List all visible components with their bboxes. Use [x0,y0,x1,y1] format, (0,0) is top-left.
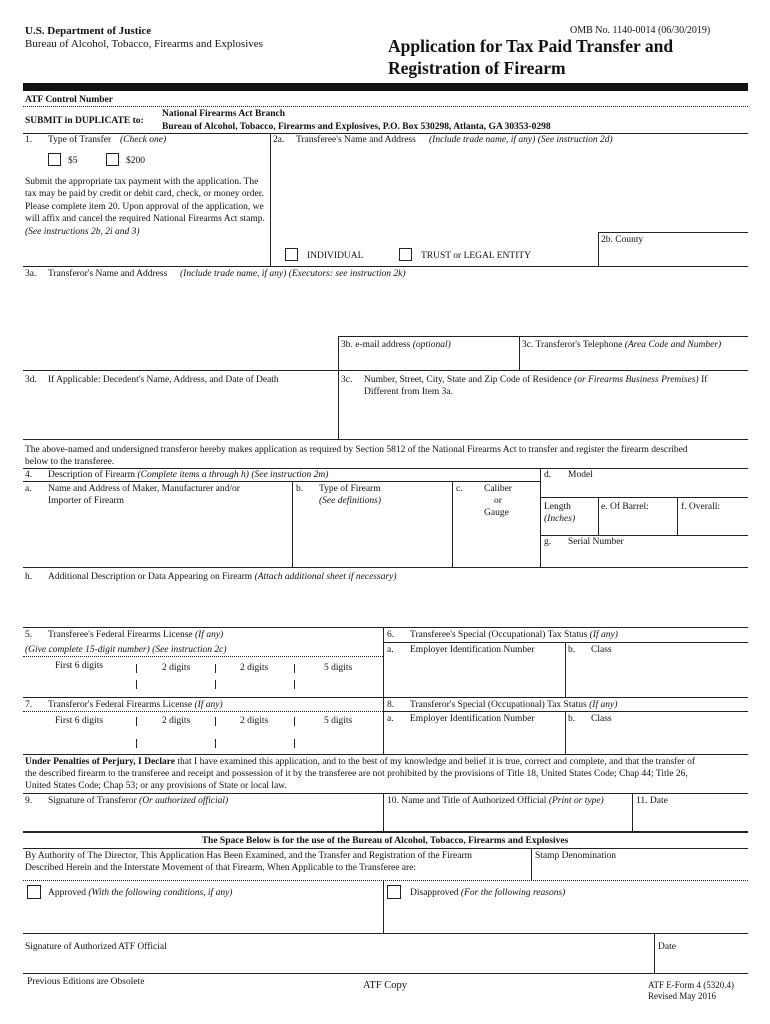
item5-label: Transferee's Federal Firearms License (If any) [48,630,224,640]
item7-2-digits-a: 2 digits [162,716,191,726]
item4b-label: Type of Firearm [319,484,381,494]
item2a-number: 2a. [273,135,285,145]
item3a-hint: (Include trade name, if any) (Executors: see instruction 2k) [180,269,406,279]
branch-address: Bureau of Alcohol, Tobacco, Firearms and Explosives, P.O. Box 530298, Atlanta, GA 30353-0298 [162,122,551,132]
item3c-residence-label: Number, Street, City, State and Zip Code of Residence (or Firearms Business Premises) If [364,375,708,385]
item5-number: 5. [25,630,33,640]
item4b-number: b. [296,484,304,494]
item2a-hint: (Include trade name, if any) (See instruction 2d) [429,135,613,145]
item8b-class-label: Class [591,714,612,724]
item6-number: 6. [387,630,395,640]
atf-date-label: Date [658,942,676,952]
item4c-caliber: Caliber [484,484,512,494]
item3c-residence-number: 3c. [341,375,353,385]
tax-200-label: $200 [126,156,145,166]
header-rule [23,83,748,91]
item7-5-digits: 5 digits [324,716,353,726]
item2b-county-label: 2b. County [601,235,644,245]
submit-duplicate-label: SUBMIT in DUPLICATE to: [25,116,144,126]
item7-label: Transferor's Federal Firearms License (If any) [48,700,223,710]
item1-label: Type of Transfer [48,135,112,145]
atf-official-signature-label: Signature of Authorized ATF Official [25,942,167,952]
tax-5-checkbox[interactable] [48,153,61,166]
item7-first-6-digits: First 6 digits [55,716,104,726]
item8a-number: a. [387,714,394,724]
item8a-ein-label: Employer Identification Number [410,714,535,724]
item5-first-6-digits: First 6 digits [55,661,104,671]
item6b-number: b. [568,645,576,655]
item4-label: Description of Firearm (Complete items a through h) (See instruction 2m) [48,470,329,480]
item5-5-digits: 5 digits [324,663,353,673]
length-inches-label: (Inches) [544,514,576,524]
individual-checkbox[interactable] [285,248,298,261]
item4g-number: g. [544,537,552,547]
atf-use-heading: The Space Below is for the use of the Bureau of Alcohol, Tobacco, Firearms and Explosives [201,836,569,846]
barrel-length-label: e. Of Barrel: [601,502,649,512]
disapproved-checkbox[interactable] [387,885,401,899]
item8b-number: b. [568,714,576,724]
perjury-line3: United States Code; Chap 53; or any provisions of State or local law. [25,781,287,791]
item8-number: 8. [387,700,395,710]
item4-number: 4. [25,470,33,480]
omb-number: OMB No. 1140-0014 (06/30/2019) [570,25,711,36]
branch-name: National Firearms Act Branch [162,109,286,119]
trust-entity-checkbox[interactable] [399,248,412,261]
length-label: Length [544,502,571,512]
item2a-label: Transferee's Name and Address [296,135,416,145]
item1-number: 1. [25,135,33,145]
item4d-number: d. [544,470,552,480]
form-title-line1: Application for Tax Paid Transfer and [388,36,674,56]
item5-hint: (Give complete 15-digit number) (See instruction 2c) [25,645,227,655]
item1-hint: (Check one) [120,135,167,145]
bureau-name: Bureau of Alcohol, Tobacco, Firearms and Explosives [25,38,263,50]
overall-length-label: f. Overall: [681,502,721,512]
atf-copy-label: ATF Copy [363,980,408,991]
item6b-class-label: Class [591,645,612,655]
item11-date-label: 11. Date [636,796,668,806]
atf-authority-line1: By Authority of The Director, This Application Has Been Examined, and the Transfer and Registration of the Firearm [25,851,473,861]
item3a-number: 3a. [25,269,37,279]
item6a-ein-label: Employer Identification Number [410,645,535,655]
item3a-label: Transferor's Name and Address [48,269,168,279]
item3d-label: If Applicable: Decedent's Name, Address, and Date of Death [48,375,279,385]
item4h-number: h. [25,572,33,582]
item8-label: Transferor's Special (Occupational) Tax Status (If any) [410,700,618,710]
form-number: ATF E-Form 4 (5320.4) [648,980,734,990]
item7-number: 7. [25,700,33,710]
atf-authority-line2: Described Herein and the Interstate Movement of that Firearm, When Applicable to the Transferee are: [25,863,417,873]
item1-instructions: Submit the appropriate tax payment with the application. The tax may be paid by credit or debit card, check, or money order. Please complete item 20. Upon approval of the application, we will affix and cancel the required National Firearms Act stamp. (See instructions 2b, 2i and 3) [25,177,265,237]
item5-2-digits-b: 2 digits [240,663,269,673]
item3d-number: 3d. [25,375,37,385]
item4c-or: or [494,496,502,506]
perjury-line2: the described firearm to the transferee and receipt and possession of it by the transferee are not prohibited by the provisions of Title 18, United States Code; Chap 44; Title 26, [25,769,688,779]
item4c-number: c. [456,484,463,494]
form-title-line2: Registration of Firearm [388,58,566,78]
disapproved-label: Disapproved (For the following reasons) [410,888,566,898]
item3c-phone-label: 3c. Transferor's Telephone (Area Code and Number) [522,340,722,350]
item4c-gauge: Gauge [484,508,509,518]
item3c-residence-line2: Different from Item 3a. [364,387,453,397]
item4a-number: a. [25,484,32,494]
revised-date: Revised May 2016 [648,991,716,1001]
declaration-line2: below to the transferee. [25,457,115,467]
item4h-label: Additional Description or Data Appearing on Firearm (Attach additional sheet if necessary) [48,572,397,582]
item4b-hint: (See definitions) [319,496,381,506]
previous-editions-note: Previous Editions are Obsolete [27,977,145,987]
approved-label: Approved (With the following conditions, if any) [48,888,233,898]
item7-2-digits-b: 2 digits [240,716,269,726]
stamp-denomination-label: Stamp Denomination [535,851,617,861]
approved-checkbox[interactable] [27,885,41,899]
item4a-label-line1: Name and Address of Maker, Manufacturer and/or [48,484,240,494]
item6a-number: a. [387,645,394,655]
trust-entity-label: TRUST or LEGAL ENTITY [421,251,532,261]
item5-2-digits-a: 2 digits [162,663,191,673]
item10-official-label: 10. Name and Title of Authorized Official (Print or type) [387,796,604,806]
item9-signature-label: Signature of Transferor (Or authorized official) [48,796,229,806]
item4a-label-line2: Importer of Firearm [48,496,124,506]
tax-5-label: $5 [68,156,78,166]
item9-number: 9. [25,796,33,806]
tax-200-checkbox[interactable] [106,153,119,166]
item3b-email-label: 3b. e-mail address (optional) [341,340,451,350]
declaration-line1: The above-named and undersigned transferor hereby makes application as required by Section 5812 of the National Firearms Act to transfer and register the firearm described [25,445,688,455]
individual-label: INDIVIDUAL [307,251,364,261]
perjury-line1: Under Penalties of Perjury, I Declare that I have examined this application, and to the best of my knowledge and belief it is true, correct and complete, and that the transfer of [25,757,695,767]
item4d-model-label: Model [568,470,593,480]
item6-label: Transferee's Special (Occupational) Tax Status (If any) [410,630,618,640]
serial-number-label: Serial Number [568,537,624,547]
department-name: U.S. Department of Justice [25,25,152,37]
atf-control-label: ATF Control Number [25,95,113,105]
